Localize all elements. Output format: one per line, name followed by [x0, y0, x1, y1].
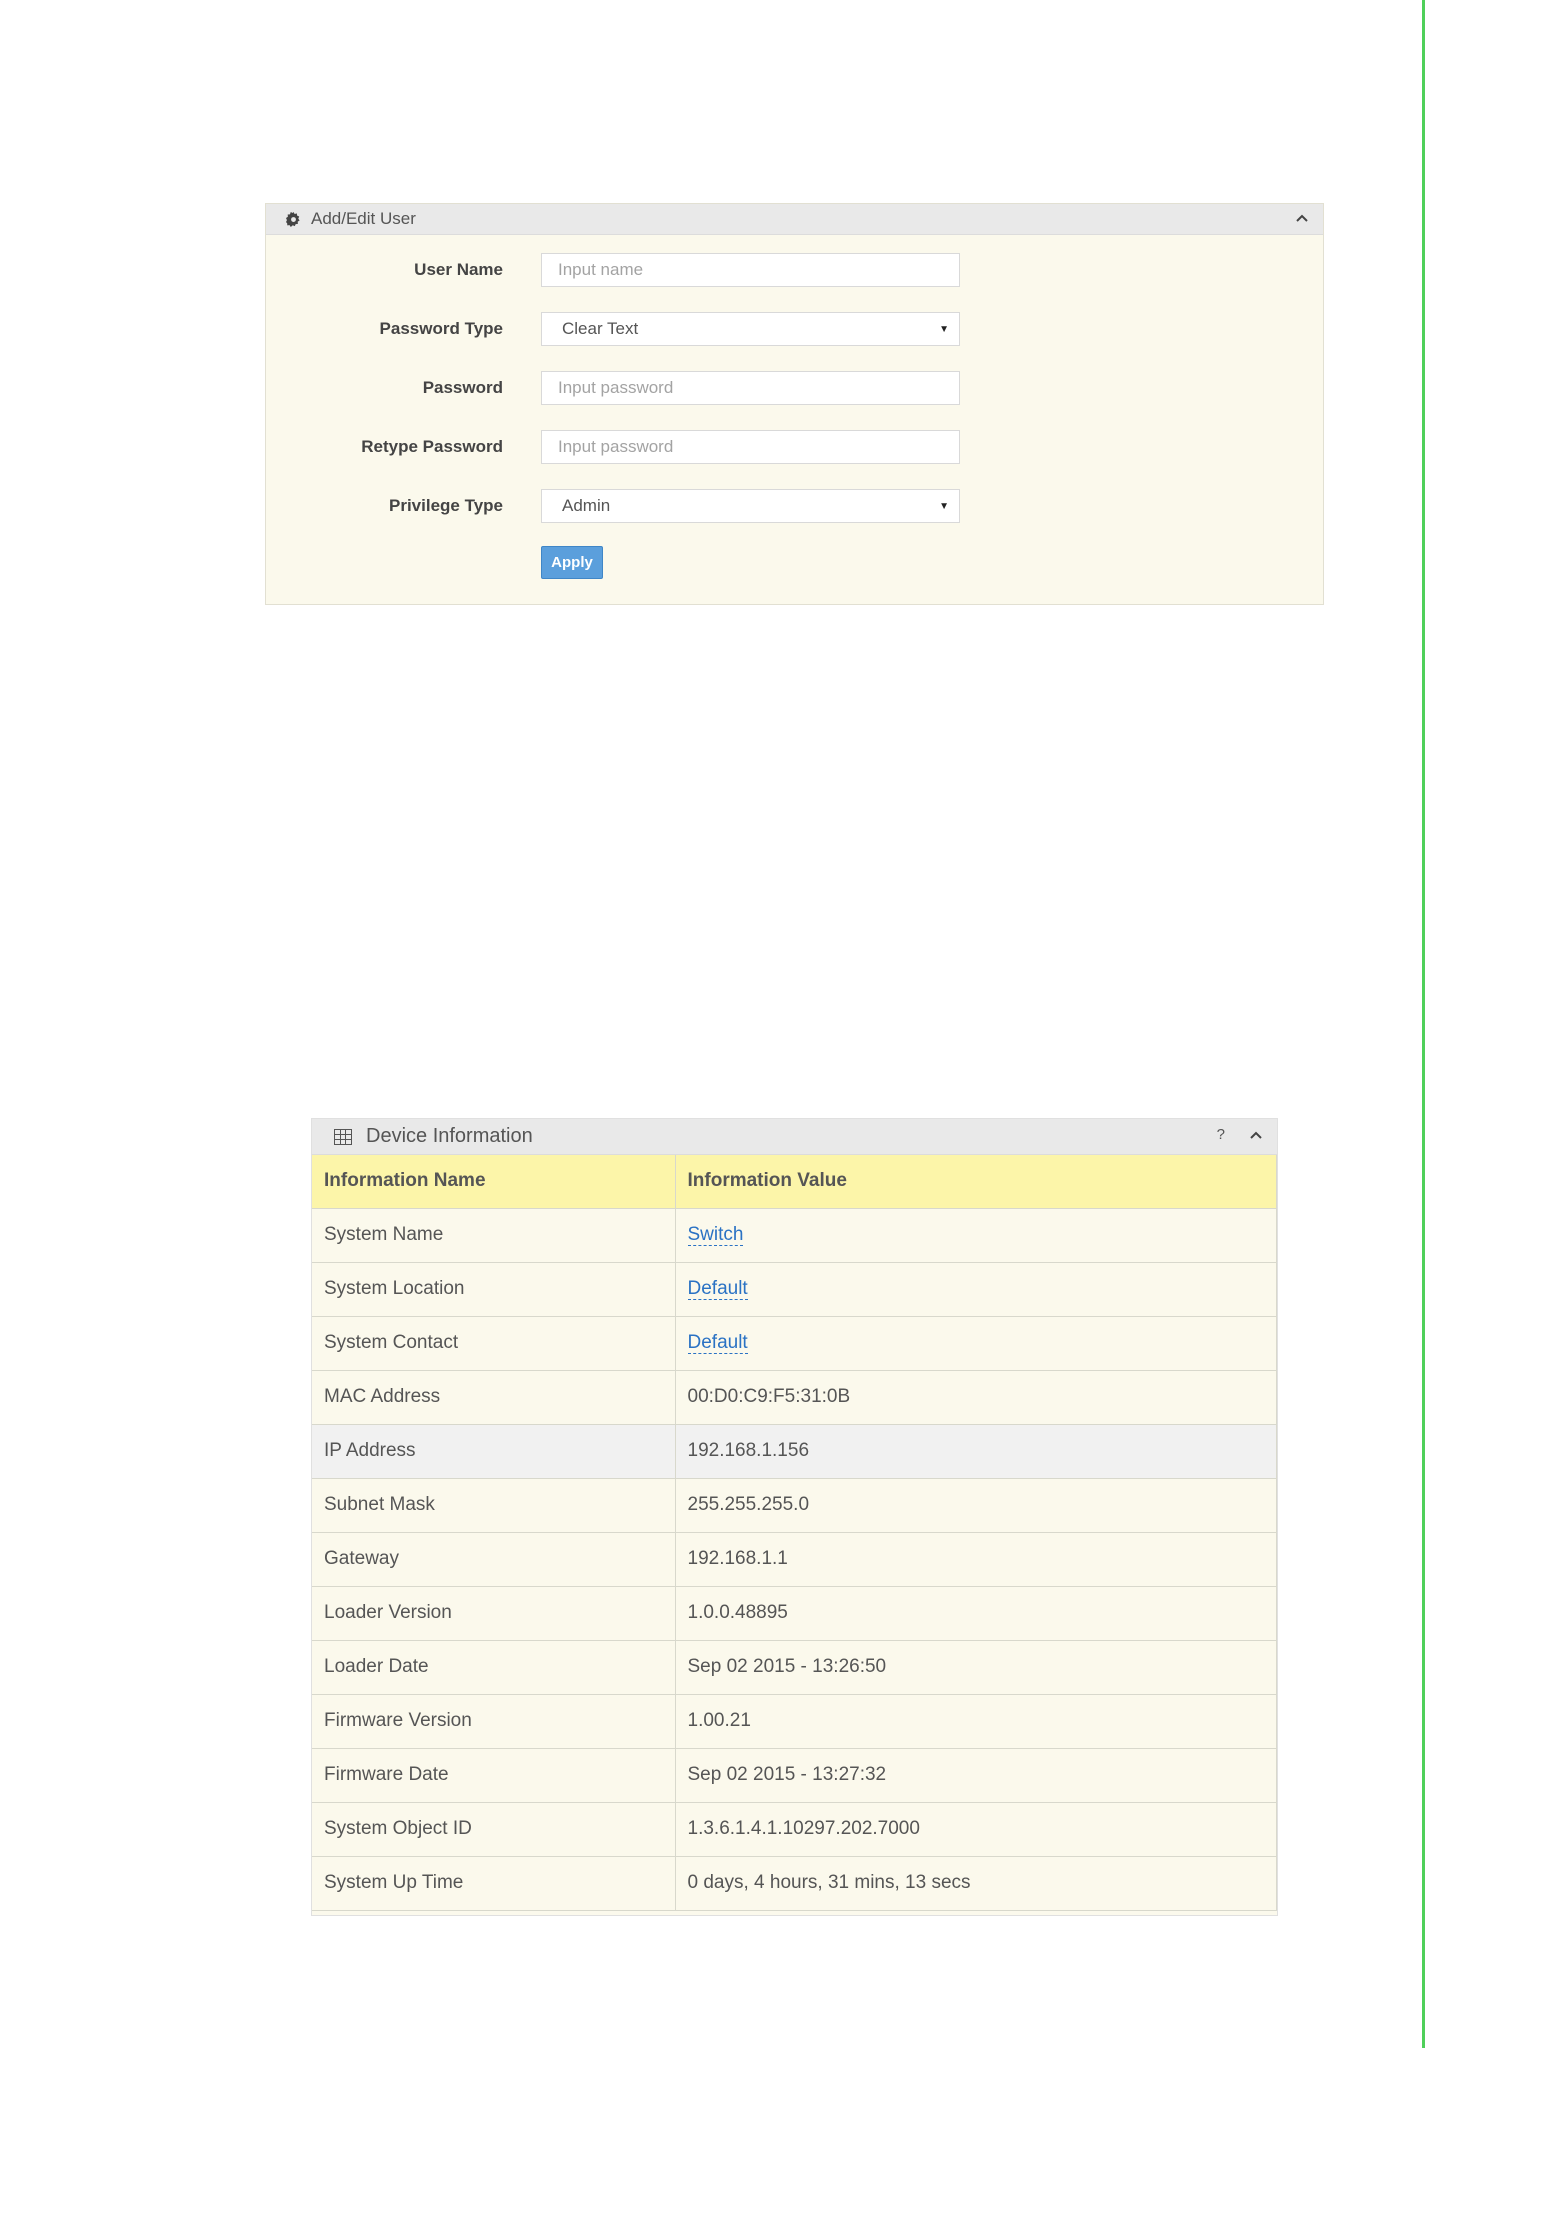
- password-input[interactable]: [541, 371, 960, 405]
- row-value: 1.0.0.48895: [675, 1586, 1277, 1640]
- table-row: [312, 1316, 1277, 1370]
- row-value: 0 days, 4 hours, 31 mins, 13 secs: [675, 1856, 1277, 1910]
- row-value: 192.168.1.1: [675, 1532, 1277, 1586]
- help-icon[interactable]: ?: [1216, 1126, 1225, 1143]
- table-row: [312, 1586, 1277, 1640]
- collapse-chevron-up-icon[interactable]: [1293, 210, 1311, 228]
- table-grid-icon: [334, 1129, 352, 1145]
- table-row: [312, 1694, 1277, 1748]
- device-information-table: [312, 1155, 1277, 1911]
- system-name-link[interactable]: Switch: [687, 1224, 744, 1245]
- table-row: [312, 1856, 1277, 1910]
- row-name: Firmware Date: [312, 1748, 675, 1802]
- password-type-value: Clear Text: [562, 319, 639, 338]
- row-value: 00:D0:C9:F5:31:0B: [675, 1370, 1277, 1424]
- user-name-input[interactable]: [541, 253, 960, 287]
- row-name: IP Address: [312, 1424, 675, 1478]
- form-row-privilege-type: [266, 489, 949, 523]
- row-name: System Object ID: [312, 1802, 675, 1856]
- collapse-chevron-up-icon[interactable]: [1247, 1127, 1265, 1145]
- table-row: [312, 1424, 1277, 1478]
- user-name-label: User Name: [414, 260, 503, 279]
- form-row-password-type: [266, 312, 949, 346]
- row-value: 192.168.1.156: [675, 1424, 1277, 1478]
- add-edit-user-panel: [265, 203, 1324, 605]
- caret-down-icon: ▼: [939, 323, 949, 335]
- system-location-link[interactable]: Default: [687, 1278, 748, 1299]
- row-name: Loader Version: [312, 1586, 675, 1640]
- apply-button[interactable]: Apply: [541, 546, 603, 579]
- row-name: MAC Address: [312, 1370, 675, 1424]
- row-name: System Contact: [312, 1316, 675, 1370]
- row-name: Firmware Version: [312, 1694, 675, 1748]
- retype-password-input[interactable]: [541, 430, 960, 464]
- row-value: Sep 02 2015 - 13:27:32: [675, 1748, 1277, 1802]
- gear-icon: [286, 212, 301, 227]
- password-type-select[interactable]: [541, 312, 960, 346]
- privilege-type-label: Privilege Type: [388, 496, 503, 515]
- row-value: [675, 1316, 1277, 1370]
- row-name: System Location: [312, 1262, 675, 1316]
- column-header-name: Information Name: [312, 1155, 675, 1208]
- column-header-value: Information Value: [675, 1155, 1277, 1208]
- system-contact-link[interactable]: Default: [687, 1332, 748, 1353]
- table-row: [312, 1640, 1277, 1694]
- row-name: Loader Date: [312, 1640, 675, 1694]
- table-row: [312, 1262, 1277, 1316]
- row-value: [675, 1208, 1277, 1262]
- row-value: Sep 02 2015 - 13:26:50: [675, 1640, 1277, 1694]
- table-row: [312, 1748, 1277, 1802]
- form-row-user-name: [266, 253, 503, 287]
- privilege-type-select[interactable]: [541, 489, 960, 523]
- row-value: 1.3.6.1.4.1.10297.202.7000: [675, 1802, 1277, 1856]
- row-value: 255.255.255.0: [675, 1478, 1277, 1532]
- form-row-password: [266, 371, 503, 405]
- device-information-header: [312, 1119, 1277, 1155]
- panel-title: Device Information: [366, 1125, 533, 1147]
- add-edit-user-header: [266, 204, 1323, 235]
- row-name: System Up Time: [312, 1856, 675, 1910]
- row-name: Subnet Mask: [312, 1478, 675, 1532]
- table-row: [312, 1478, 1277, 1532]
- panel-title: Add/Edit User: [311, 209, 416, 228]
- table-header-row: [312, 1155, 1277, 1208]
- table-row: [312, 1208, 1277, 1262]
- password-label: Password: [422, 378, 503, 397]
- row-name: System Name: [312, 1208, 675, 1262]
- table-row: [312, 1532, 1277, 1586]
- caret-down-icon: ▼: [939, 500, 949, 512]
- privilege-type-value: Admin: [562, 496, 611, 515]
- table-row: [312, 1370, 1277, 1424]
- table-row: [312, 1802, 1277, 1856]
- retype-password-label: Retype Password: [361, 437, 503, 456]
- form-row-retype-password: [266, 430, 503, 464]
- row-name: Gateway: [312, 1532, 675, 1586]
- device-information-panel: [311, 1118, 1278, 1916]
- password-type-label: Password Type: [379, 319, 503, 338]
- row-value: 1.00.21: [675, 1694, 1277, 1748]
- row-value: [675, 1262, 1277, 1316]
- page-side-rule: [1422, 0, 1425, 2048]
